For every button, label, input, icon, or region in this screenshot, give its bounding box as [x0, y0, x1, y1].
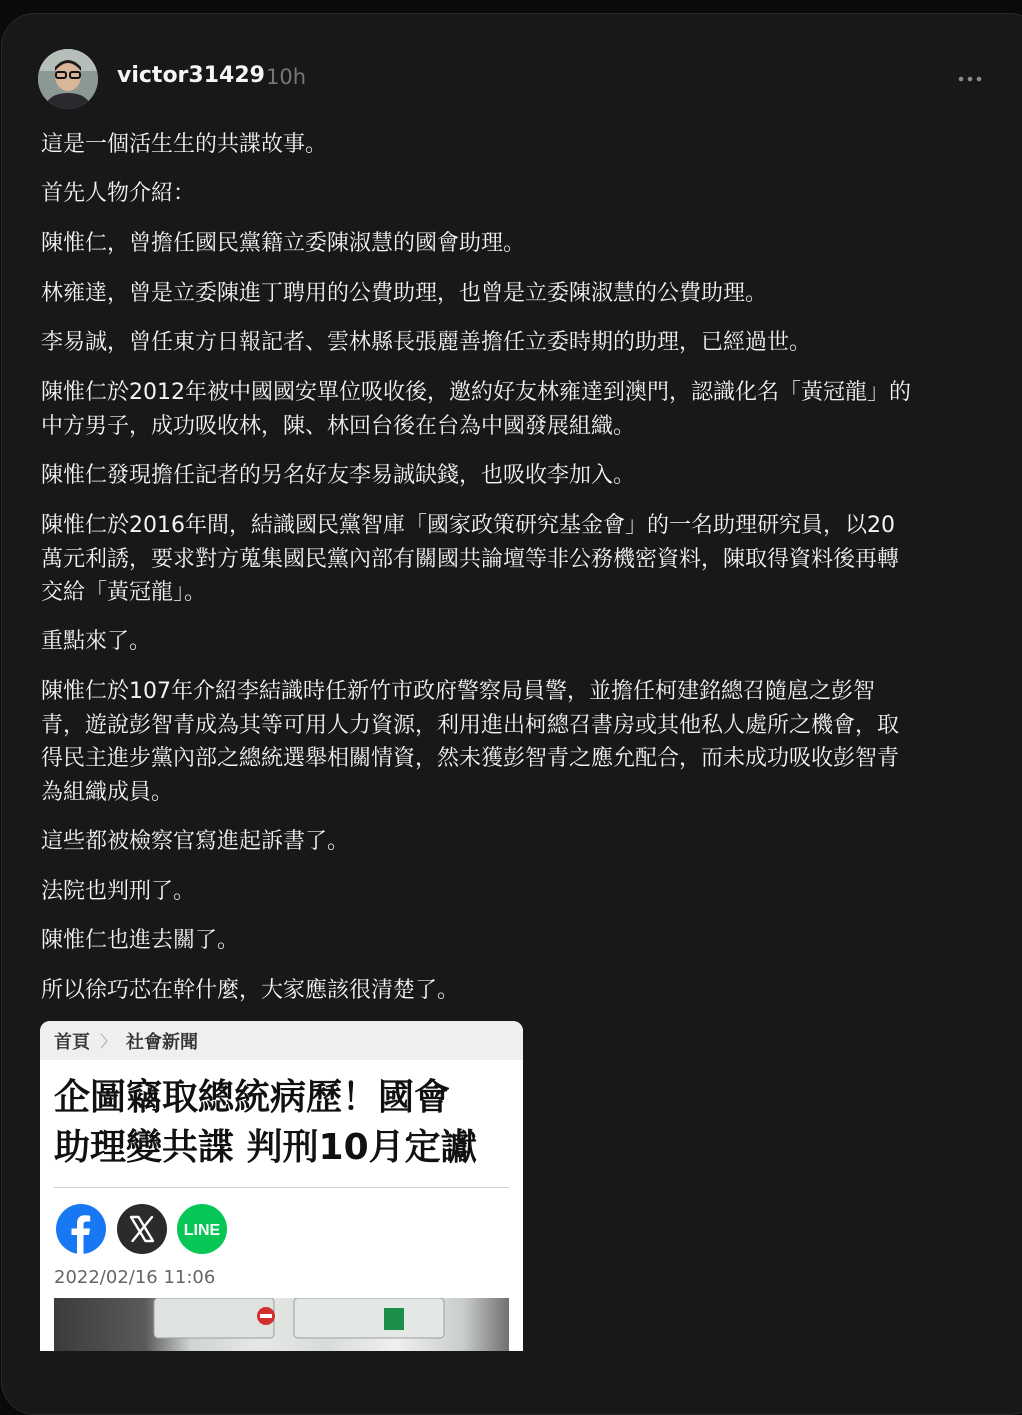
post-text-line: 重點來了。	[41, 629, 152, 654]
post-paragraph	[41, 924, 991, 958]
news-headline-line: 助理變共諜 判刑10月定讞	[54, 1127, 477, 1168]
post-paragraph	[41, 277, 991, 311]
news-photo	[54, 1298, 509, 1351]
post-text-line: 青，遊說彭智青成為其等可用人力資源，利用進出柯總召書房或其他私人處所之機會，取	[41, 712, 900, 738]
post-paragraph	[41, 875, 991, 909]
post-paragraph	[41, 459, 991, 493]
post-text-line: 陳惟仁發現擔任記者的另名好友李易誠缺錢，也吸收李加入。	[41, 463, 636, 488]
post-text-line: 法院也判刑了。	[41, 879, 196, 904]
post-text-line: 陳惟仁於2016年間，結識國民黨智庫「國家政策研究基金會」的一名助理研究員，以20	[41, 513, 895, 538]
line-icon-label: LINE	[183, 1222, 221, 1239]
post-text-line: 陳惟仁，曾擔任國民黨籍立委陳淑慧的國會助理。	[41, 231, 526, 256]
post-text-line: 中方男子，成功吸收林，陳、林回台後在台為中國發展組織。	[41, 413, 636, 439]
breadcrumb-home: 首頁	[54, 1031, 90, 1053]
breadcrumb	[40, 1021, 523, 1060]
post-text-line: 林雍達，曾是立委陳進丁聘用的公費助理，也曾是立委陳淑慧的公費助理。	[41, 281, 768, 306]
news-headline	[54, 1073, 514, 1173]
divider	[54, 1187, 509, 1188]
post-text-line: 這些都被檢察官寫進起訴書了。	[41, 829, 350, 854]
post-timestamp: 10h	[266, 65, 307, 89]
post-paragraph	[41, 128, 991, 162]
post-text-line: 為組織成員。	[41, 779, 174, 805]
post-text-line: 得民主進步黨內部之總統選舉相關情資，然未獲彭智青之應允配合，而未成功吸收彭智青	[41, 746, 900, 771]
attached-news-image[interactable]	[40, 1021, 523, 1351]
facebook-icon	[56, 1204, 106, 1254]
more-horizontal-icon	[958, 76, 982, 82]
breadcrumb-separator: 〉	[100, 1032, 117, 1051]
post-text-line: 萬元利誘，要求對方蒐集國民黨內部有關國共論壇等非公務機密資料，陳取得資料後再轉	[41, 546, 900, 572]
post-paragraph	[41, 227, 991, 261]
line-icon	[177, 1204, 227, 1254]
post-paragraph	[41, 625, 991, 659]
post-paragraph	[41, 177, 991, 211]
post-paragraph	[41, 825, 991, 859]
post-paragraph	[41, 326, 991, 360]
post-text-line: 陳惟仁於107年介紹李結識時任新竹市政府警察局員警，並擔任柯建銘總召隨扈之彭智	[41, 679, 875, 704]
post-text-line: 陳惟仁也進去關了。	[41, 928, 240, 953]
post-text-line: 首先人物介紹：	[41, 181, 196, 206]
news-headline-line: 企圖竊取總統病歷！國會	[54, 1077, 451, 1118]
post-text-line: 這是一個活生生的共諜故事。	[41, 132, 328, 157]
breadcrumb-section: 社會新聞	[126, 1031, 199, 1053]
post-text-line: 李易誠，曾任東方日報記者、雲林縣長張麗善擔任立委時期的助理，已經過世。	[41, 330, 812, 355]
post-paragraph	[41, 974, 991, 1008]
post-text-line: 所以徐巧芯在幹什麼，大家應該很清楚了。	[41, 978, 460, 1003]
more-options-button[interactable]	[955, 64, 985, 94]
news-date: 2022/02/16 11:06	[54, 1267, 216, 1288]
avatar[interactable]	[38, 49, 98, 109]
post-text-line: 陳惟仁於2012年被中國國安單位吸收後，邀約好友林雍達到澳門，認識化名「黃冠龍」的	[41, 380, 911, 405]
username[interactable]: victor31429	[117, 63, 265, 88]
post-paragraph	[41, 675, 991, 809]
post-paragraph	[41, 376, 991, 443]
x-icon	[117, 1204, 167, 1254]
post-text-line: 交給「黃冠龍」。	[41, 580, 207, 605]
post-paragraph	[41, 509, 991, 610]
